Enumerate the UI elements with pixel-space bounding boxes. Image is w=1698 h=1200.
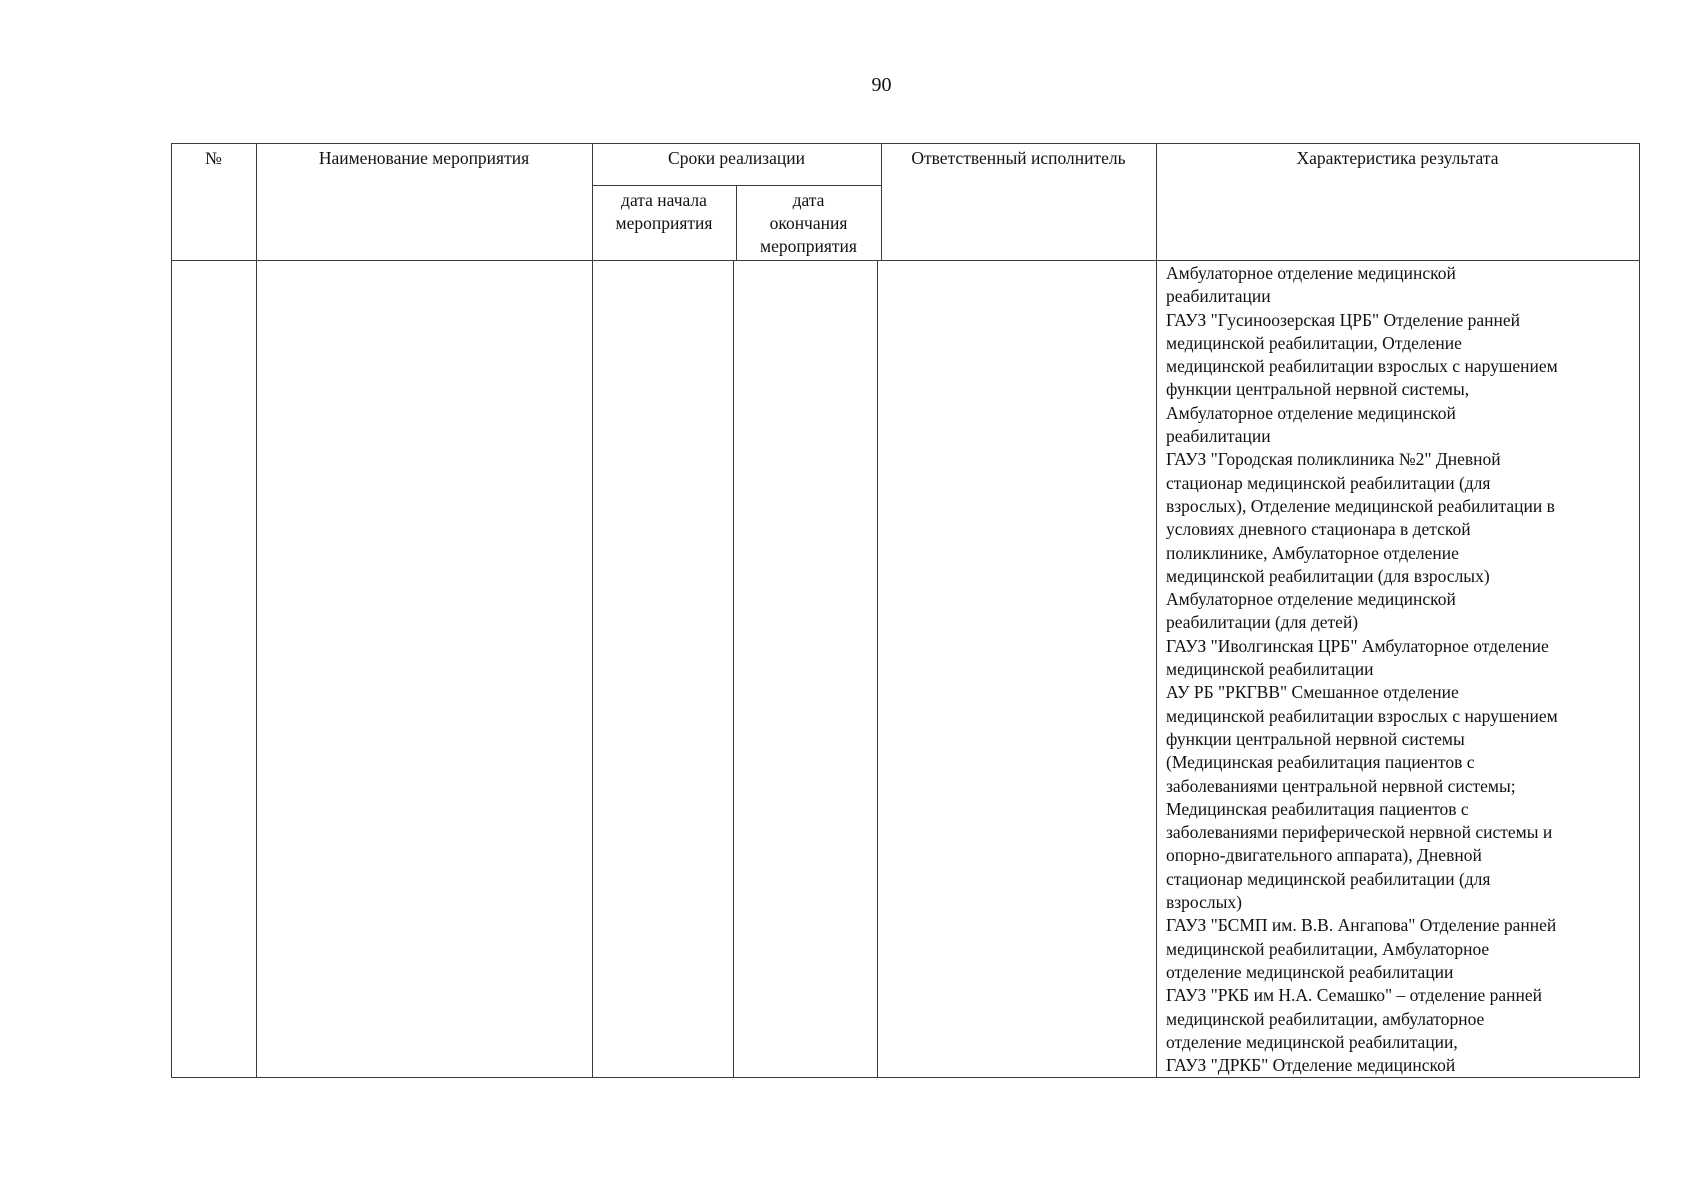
header-end-date-line-3: мероприятия <box>760 236 857 256</box>
table-border-top <box>171 143 1640 144</box>
result-line: медицинской реабилитации, Амбулаторное <box>1166 938 1490 959</box>
page-number: 90 <box>871 74 892 96</box>
result-line: отделение медицинской реабилитации <box>1166 961 1454 982</box>
result-line: Амбулаторное отделение медицинской <box>1166 589 1456 610</box>
header-end-date-line-1: дата <box>792 190 825 210</box>
result-line: стационар медицинской реабилитации (для <box>1166 472 1491 493</box>
col-divider-responsible <box>1156 143 1157 1078</box>
result-cell <box>1166 262 1632 1077</box>
result-line: функции центральной нервной системы <box>1166 728 1465 749</box>
header-num: № <box>205 148 222 168</box>
header-result: Характеристика результата <box>1296 148 1499 168</box>
result-line: медицинской реабилитации взрослых с нарушением <box>1166 356 1558 377</box>
result-line: медицинской реабилитации, амбулаторное <box>1166 1008 1485 1029</box>
result-line: медицинской реабилитации (для взрослых) <box>1166 565 1490 586</box>
result-line: медицинской реабилитации, Отделение <box>1166 332 1462 353</box>
result-line: заболеваниями центральной нервной системы; <box>1166 775 1516 796</box>
result-line: стационар медицинской реабилитации (для <box>1166 868 1491 889</box>
result-line: Амбулаторное отделение медицинской <box>1166 263 1456 283</box>
header-name: Наименование мероприятия <box>318 148 530 168</box>
header-start-date <box>592 189 736 235</box>
header-end-date-line-2: окончания <box>769 213 848 233</box>
result-line: АУ РБ "РКГВВ" Смешанное отделение <box>1166 682 1459 703</box>
header-start-date-line-2: мероприятия <box>615 213 713 233</box>
result-line: медицинской реабилитации <box>1166 659 1374 680</box>
result-line: Медицинская реабилитация пациентов с <box>1166 798 1469 819</box>
header-responsible: Ответственный исполнитель <box>911 148 1126 168</box>
col-divider-num <box>256 143 257 1078</box>
result-line: реабилитации (для детей) <box>1166 612 1359 633</box>
col-divider-name <box>592 143 593 1078</box>
result-line: медицинской реабилитации взрослых с нарушением <box>1166 705 1558 726</box>
header-terms: Сроки реализации <box>668 148 805 168</box>
table-border-left <box>171 143 172 1078</box>
result-line: условиях дневного стационара в детской <box>1166 519 1471 540</box>
col-divider-start-body <box>733 260 734 1078</box>
result-line: отделение медицинской реабилитации, <box>1166 1031 1458 1052</box>
result-line: Амбулаторное отделение медицинской <box>1166 402 1456 423</box>
result-line: реабилитации <box>1166 286 1271 307</box>
result-line: ГАУЗ "ДРКБ" Отделение медицинской <box>1166 1055 1456 1076</box>
result-line: (Медицинская реабилитация пациентов с <box>1166 752 1475 773</box>
result-line: ГАУЗ "РКБ им Н.А. Семашко" – отделение ранней <box>1166 985 1543 1006</box>
result-line: ГАУЗ "Гусиноозерская ЦРБ" Отделение ранней <box>1166 309 1520 330</box>
result-line: функции центральной нервной системы, <box>1166 379 1470 400</box>
result-line: заболеваниями периферической нервной системы и <box>1166 822 1553 843</box>
result-line: взрослых), Отделение медицинской реабилитации в <box>1166 495 1555 516</box>
result-line: реабилитации <box>1166 426 1271 447</box>
col-divider-end-body <box>877 260 878 1078</box>
result-line: ГАУЗ "Иволгинская ЦРБ" Амбулаторное отделение <box>1166 635 1549 656</box>
header-bottom-border <box>171 260 1640 261</box>
result-line: опорно-двигательного аппарата), Дневной <box>1166 845 1482 866</box>
result-line: поликлинике, Амбулаторное отделение <box>1166 542 1459 563</box>
result-line: ГАУЗ "Городская поликлиника №2" Дневной <box>1166 449 1501 470</box>
header-end-date <box>736 189 881 258</box>
header-start-date-line-1: дата начала <box>621 190 707 210</box>
result-line: взрослых) <box>1166 892 1242 913</box>
table-border-right <box>1639 143 1640 1078</box>
result-line: ГАУЗ "БСМП им. В.В. Ангапова" Отделение ранней <box>1166 915 1557 936</box>
